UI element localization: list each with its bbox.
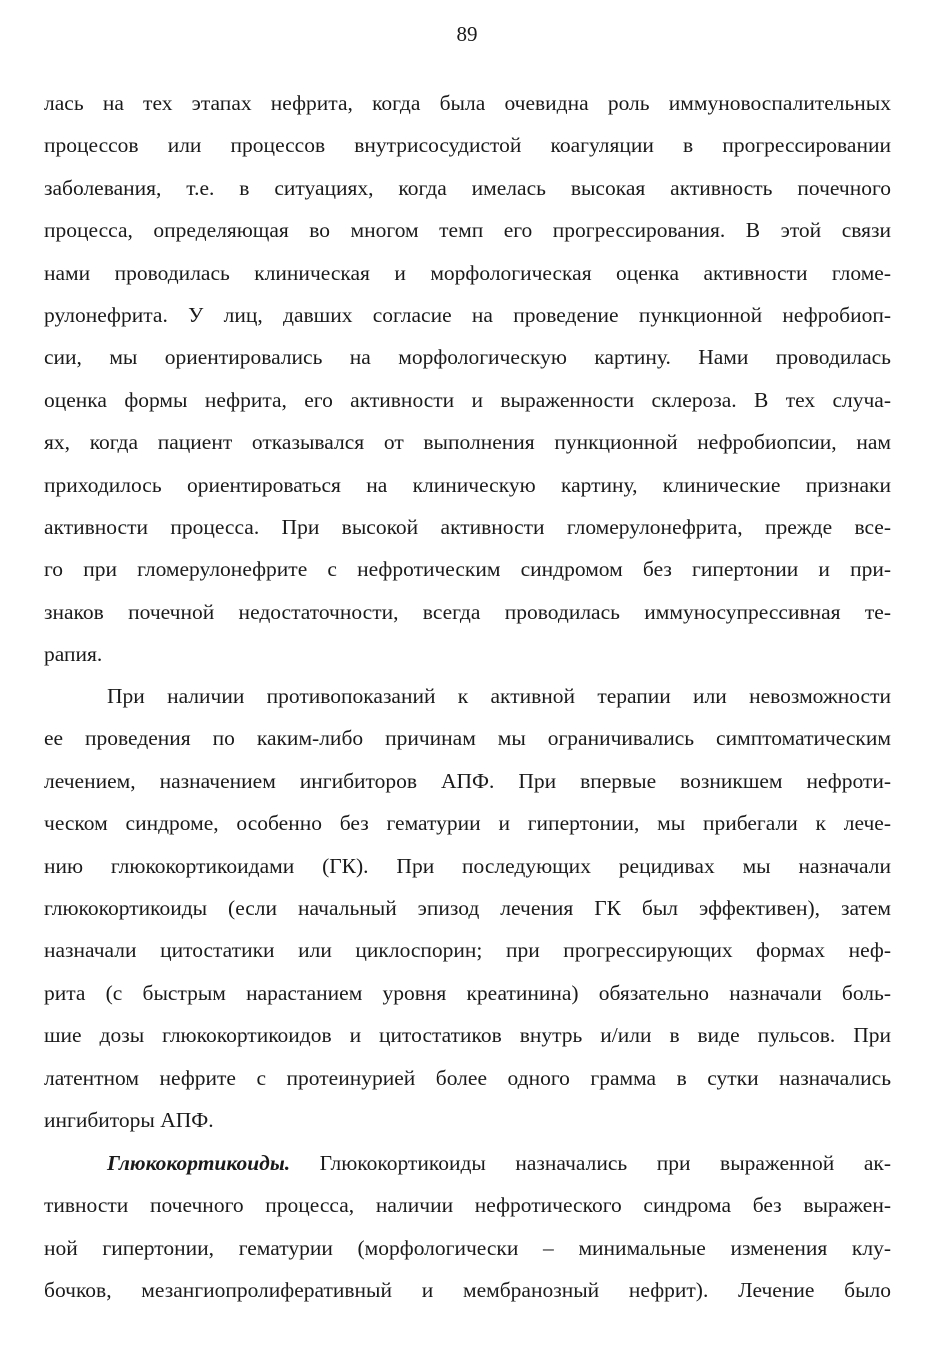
text-line: нами проводилась клиническая и морфологическая оценка активности гломе- <box>44 260 891 285</box>
section-heading: Глюкокортикоиды. <box>107 1151 291 1175</box>
text-line: ингибиторы АПФ. <box>44 1107 214 1132</box>
text-line: ее проведения по каким-либо причинам мы ограничивались симптоматическим <box>44 726 891 751</box>
text-line: процессов или процессов внутрисосудистой коагуляции в прогрессировании <box>44 133 891 158</box>
text-line: заболевания, т.е. в ситуациях, когда имелась высокая активность почечного <box>44 175 891 200</box>
text-line: ной гипертонии, гематурии (морфологически – минимальные изменения клу- <box>44 1235 891 1260</box>
text-line: нию глюкокортикоидами (ГК). При последующих рецидивах мы назначали <box>44 853 891 878</box>
text-line: рулонефрита. У лиц, давших согласие на проведение пункционной нефробиоп- <box>44 302 891 327</box>
text-line: латентном нефрите с протеинурией более одного грамма в сутки назначались <box>44 1065 891 1090</box>
text-line: шие дозы глюкокортикоидов и цитостатиков внутрь и/или в виде пульсов. При <box>44 1023 891 1048</box>
text-line: го при гломерулонефрите с нефротическим синдромом без гипертонии и при- <box>44 557 891 582</box>
text-line: лечением, назначением ингибиторов АПФ. При впервые возникшем нефроти- <box>44 768 891 793</box>
text-line: процесса, определяющая во многом темп его прогрессирования. В этой связи <box>44 218 891 243</box>
text-line: При наличии противопоказаний к активной терапии или невозможности <box>107 684 891 708</box>
paragraph-3 <box>44 1142 891 1312</box>
text-line: активности процесса. При высокой активности гломерулонефрита, прежде все- <box>44 514 891 539</box>
text-run: Глюкокортикоиды назначались при выраженной ак- <box>290 1151 891 1175</box>
text-line: лась на тех этапах нефрита, когда была очевидна роль иммуновоспалительных <box>44 91 891 115</box>
text-line: оценка формы нефрита, его активности и выраженности склероза. В тех случа- <box>44 387 891 412</box>
text-line: тивности почечного процесса, наличии нефротического синдрома без выражен- <box>44 1193 891 1218</box>
text-line <box>44 1142 891 1184</box>
text-line: назначали цитостатики или циклоспорин; при прогрессирующих формах неф- <box>44 938 891 963</box>
page-number: 89 <box>456 22 478 46</box>
text-line: приходилось ориентироваться на клиническую картину, клинические признаки <box>44 472 891 497</box>
text-line: глюкокортикоиды (если начальный эпизод лечения ГК был эффективен), затем <box>44 895 891 920</box>
text-line: рита (с быстрым нарастанием уровня креатинина) обязательно назначали боль- <box>44 980 891 1005</box>
text-line: сии, мы ориентировались на морфологическую картину. Нами проводилась <box>44 345 891 370</box>
text-line: знаков почечной недостаточности, всегда проводилась иммуносупрессивная те- <box>44 599 891 624</box>
text-line: ческом синдроме, особенно без гематурии и гипертонии, мы прибегали к лече- <box>44 811 891 836</box>
paragraph-2 <box>44 675 891 1141</box>
text-line: ях, когда пациент отказывался от выполнения пункционной нефробиопсии, нам <box>44 430 891 455</box>
paragraph-1 <box>44 82 891 675</box>
text-line: рапия. <box>44 642 103 667</box>
text-line: бочков, мезангиопролиферативный и мембранозный нефрит). Лечение было <box>44 1278 891 1303</box>
